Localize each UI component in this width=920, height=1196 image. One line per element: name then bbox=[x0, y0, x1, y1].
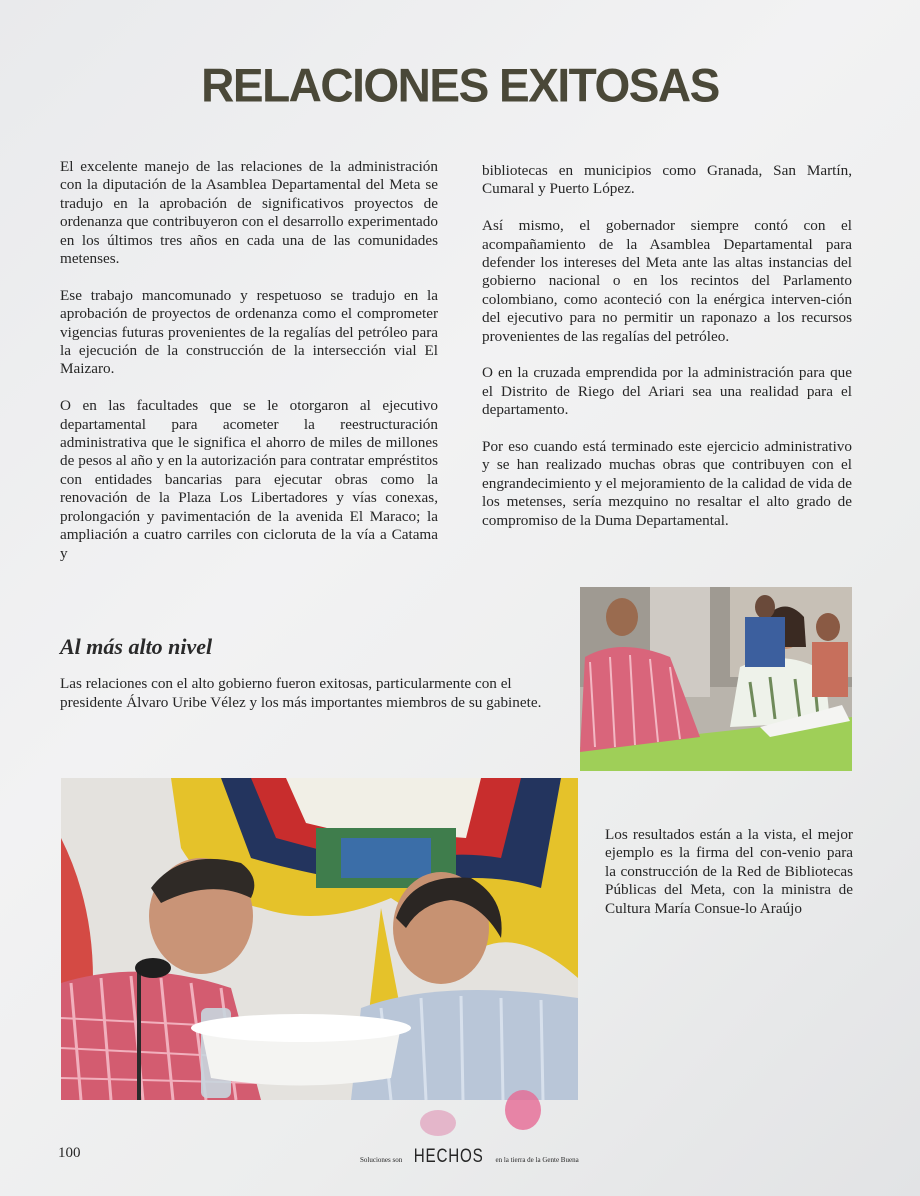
footer-brand bbox=[360, 1146, 579, 1168]
left-text-column bbox=[60, 158, 438, 581]
page-number: 100 bbox=[58, 1145, 81, 1161]
footer-brand-prefix: Soluciones son bbox=[360, 1156, 403, 1164]
section-intro: Las relaciones con el alto gobierno fueron exitosas, particularmente con el presidente Álvaro Uribe Vélez y los más importantes miembros de su gabinete. bbox=[60, 675, 542, 711]
footer-brand-main: HECHOS bbox=[413, 1146, 484, 1167]
paragraph: Ese trabajo mancomunado y respetuoso se tradujo en la aprobación de proyectos de ordenanza como el comprometer vigencias futuras provenientes de la regalías del petróleo para la ejecución de la construcción de la intersección vial El Maizaro. bbox=[60, 286, 438, 378]
paragraph: O en la cruzada emprendida por la administración para que el Distrito de Riego del Ariari sea una realidad para el departamento. bbox=[482, 364, 852, 419]
section-subheading: Al más alto nivel bbox=[60, 634, 213, 659]
page-title: RELACIONES EXITOSAS bbox=[201, 58, 719, 112]
meeting-photo bbox=[61, 778, 578, 1100]
photo-caption: Los resultados están a la vista, el mejor ejemplo es la firma del con-venio para la construcción de la Red de Bibliotecas Públicas del Meta, con la ministra de Cultura María Consue-lo Araújo bbox=[605, 826, 853, 917]
footer-brand-suffix: en la tierra de la Gente Buena bbox=[495, 1156, 579, 1164]
flower-decoration bbox=[505, 1090, 541, 1130]
paragraph: El excelente manejo de las relaciones de la administración con la diputación de la Asamblea Departamental del Meta se tradujo en la aprobación de significativos proyectos de ordenanza que contribuyeron con el desarrollo experimentado en los últimos tres años en cada una de las comunidades metenses. bbox=[60, 158, 438, 268]
flower-decoration bbox=[420, 1110, 456, 1136]
signing-photo bbox=[580, 587, 852, 771]
paragraph: bibliotecas en municipios como Granada, San Martín, Cumaral y Puerto López. bbox=[482, 162, 852, 198]
right-text-column bbox=[482, 162, 852, 548]
paragraph: O en las facultades que se le otorgaron al ejecutivo departamental para acometer la reestructuración administrativa que le significa el ahorro de miles de millones de pesos al año y en la autorización para contratar empréstitos con entidades bancarias para ejecutar obras como la renovación de la Plaza Los Libertadores y vías conexas, prolongación y pavimentación de la avenida El Maraco; la ampliación a cuatro carriles con cicloruta de la vía a Catama y bbox=[60, 397, 438, 562]
paragraph: Por eso cuando está terminado este ejercicio administrativo y se han realizado muchas obras que contribuyen con el engrandecimiento y el mejoramiento de la calidad de vida de los metenses, sería mezquino no resaltar el alto grado de compromiso de la Duma Departamental. bbox=[482, 438, 852, 529]
paragraph: Así mismo, el gobernador siempre contó con el acompañamiento de la Asamblea Departamental para defender los intereses del Meta ante las altas instancias del gobierno nacional o en los recintos del Parlamento colombiano, como aconteció con la enérgica interven-ción del ejecutivo para no permitir un raponazo a los recursos provenientes de las regalías del petróleo. bbox=[482, 217, 852, 345]
